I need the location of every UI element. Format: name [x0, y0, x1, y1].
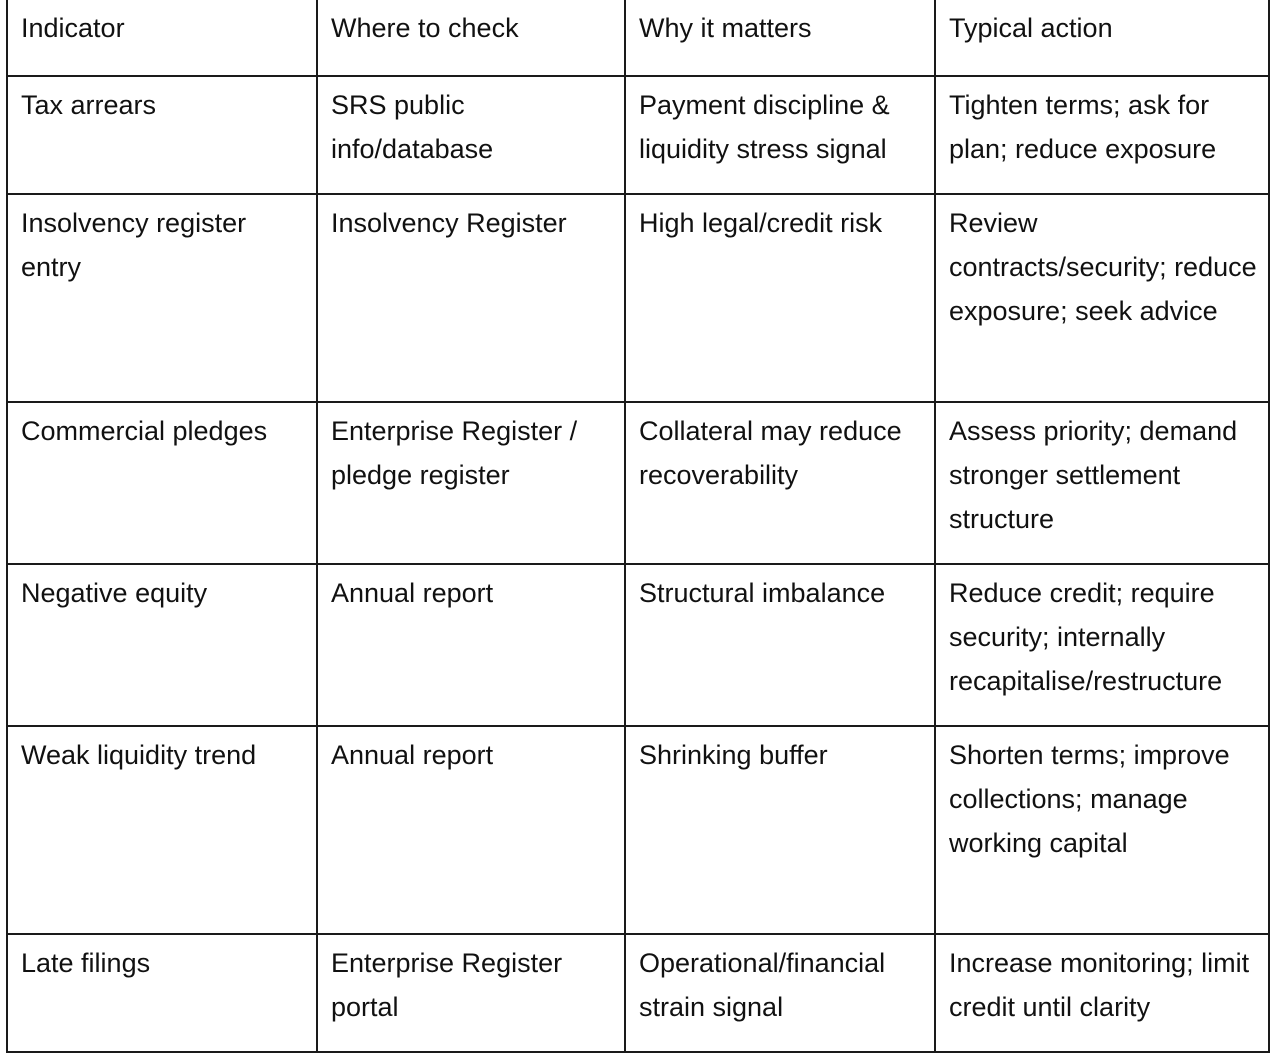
cell-why-it-matters: Operational/financial strain signal	[625, 934, 935, 1052]
table-row	[7, 402, 1269, 564]
cell-typical-action: Increase monitoring; limit credit until clarity	[935, 934, 1269, 1052]
table-row	[7, 726, 1269, 934]
cell-why-it-matters: Shrinking buffer	[625, 726, 935, 934]
cell-indicator: Commercial pledges	[7, 402, 317, 564]
table-row	[7, 934, 1269, 1052]
cell-why-it-matters: High legal/credit risk	[625, 194, 935, 402]
cell-why-it-matters: Collateral may reduce recoverability	[625, 402, 935, 564]
cell-where-to-check: Insolvency Register	[317, 194, 625, 402]
header-typical-action: Typical action	[935, 0, 1269, 76]
cell-indicator: Weak liquidity trend	[7, 726, 317, 934]
cell-where-to-check: Enterprise Register portal	[317, 934, 625, 1052]
cell-typical-action: Shorten terms; improve collections; manage working capital	[935, 726, 1269, 934]
cell-where-to-check: Annual report	[317, 726, 625, 934]
header-why-it-matters: Why it matters	[625, 0, 935, 76]
cell-indicator: Negative equity	[7, 564, 317, 726]
table-row	[7, 76, 1269, 194]
cell-typical-action: Tighten terms; ask for plan; reduce exposure	[935, 76, 1269, 194]
cell-indicator: Tax arrears	[7, 76, 317, 194]
header-where-to-check: Where to check	[317, 0, 625, 76]
cell-typical-action: Reduce credit; require security; internally recapitalise/restructure	[935, 564, 1269, 726]
cell-why-it-matters: Structural imbalance	[625, 564, 935, 726]
cell-where-to-check: SRS public info/database	[317, 76, 625, 194]
cell-typical-action: Review contracts/security; reduce exposure; seek advice	[935, 194, 1269, 402]
indicator-table	[6, 0, 1270, 1053]
table-row	[7, 564, 1269, 726]
cell-where-to-check: Annual report	[317, 564, 625, 726]
cell-why-it-matters: Payment discipline & liquidity stress signal	[625, 76, 935, 194]
cell-where-to-check: Enterprise Register / pledge register	[317, 402, 625, 564]
table-row	[7, 194, 1269, 402]
cell-indicator: Late filings	[7, 934, 317, 1052]
cell-indicator: Insolvency register entry	[7, 194, 317, 402]
table-header-row	[7, 0, 1269, 76]
header-indicator: Indicator	[7, 0, 317, 76]
cell-typical-action: Assess priority; demand stronger settlement structure	[935, 402, 1269, 564]
